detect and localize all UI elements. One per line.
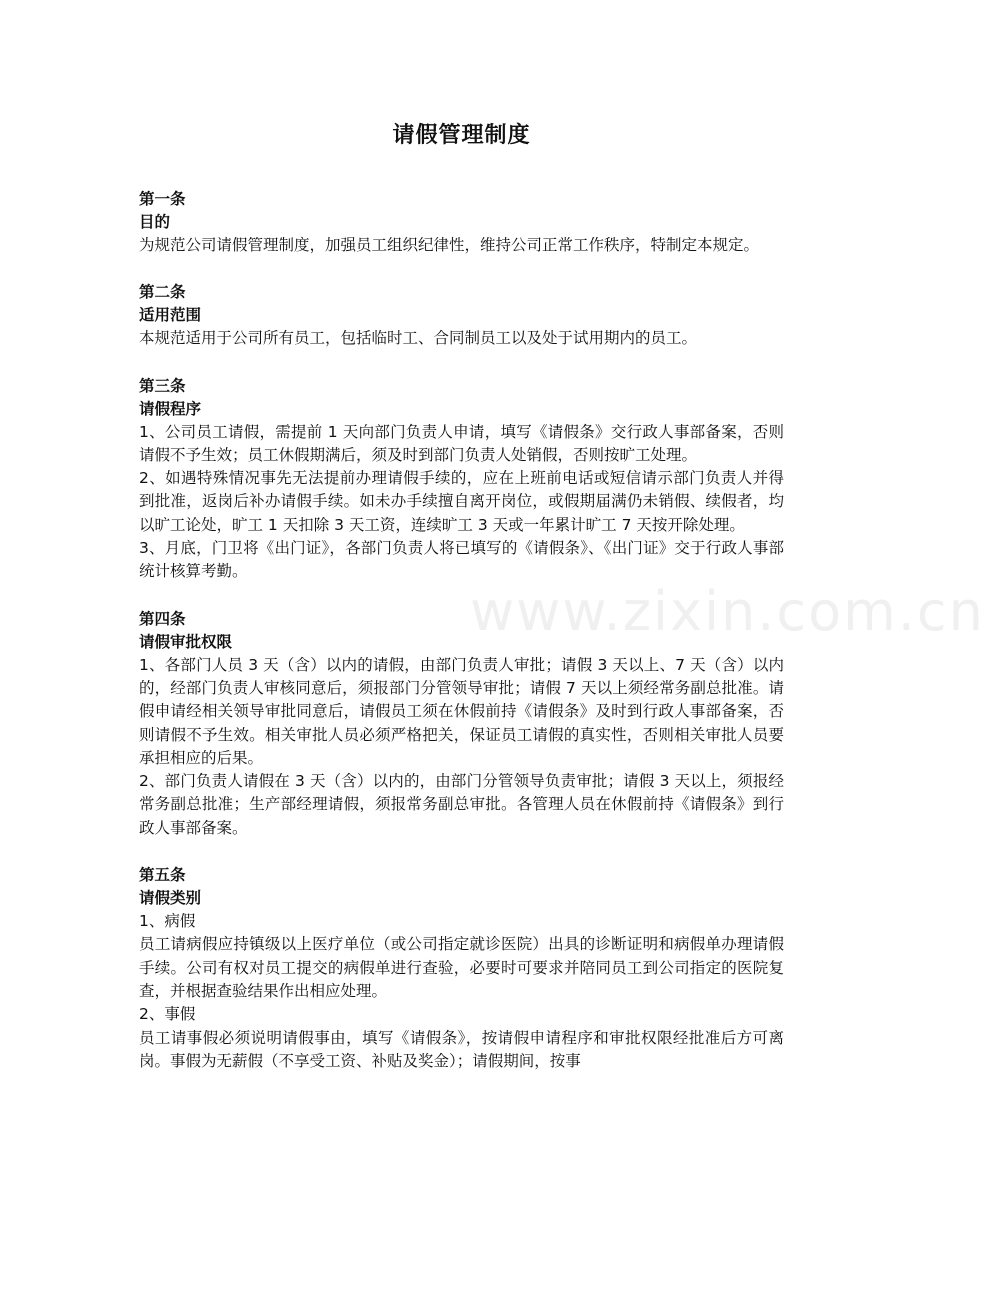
article-1 [139,188,784,257]
article-paragraph: 3、月底，门卫将《出门证》，各部门负责人将已填写的《请假条》、《出门证》交于行政人事部统计核算考勤。 [139,539,784,581]
article-2 [139,281,784,350]
article-subheading: 2、事假 [139,1005,196,1024]
document-page [139,116,784,1097]
article-heading: 请假审批权限 [139,632,233,651]
article-paragraph: 本规范适用于公司所有员工，包括临时工、合同制员工以及处于试用期内的员工。 [139,329,698,348]
article-4 [139,608,784,840]
article-paragraph: 为规范公司请假管理制度，加强员工组织纪律性，维持公司正常工作秩序，特制定本规定。 [139,236,760,254]
article-number: 第五条 [139,866,186,885]
article-paragraph: 1、公司员工请假，需提前 1 天向部门负责人申请，填写《请假条》交行政人事部备案，否则请假不予生效；员工休假期满后，须及时到部门负责人处销假，否则按旷工处理。 [139,422,784,464]
watermark: www.zixin.com.cn [470,580,985,643]
article-number: 第一条 [139,190,186,208]
article-number: 第二条 [139,283,186,302]
article-paragraph: 2、如遇特殊情况事先无法提前办理请假手续的，应在上班前电话或短信请示部门负责人并得到批准，返岗后补办请假手续。如未办手续擅自离开岗位，或假期届满仍未销假、续假者，均以旷工论处，旷工 1 天扣除 3 天工资，连续旷工 3 天或一年累计旷工 7 天按开除处理。 [139,469,784,534]
article-paragraph: 员工请事假必须说明请假事由，填写《请假条》，按请假申请程序和审批权限经批准后方可离岗。事假为无薪假（不享受工资、补贴及奖金）；请假期间，按事 [139,1028,784,1070]
article-paragraph: 1、各部门人员 3 天（含）以内的请假，由部门负责人审批；请假 3 天以上、7 天（含）以内的，经部门负责人审核同意后，须报部门分管领导审批；请假 7 天以上须经常务副总批准。请假申请经相关领导审批同意后，请假员工须在休假前持《请假条》及时到行政人事部备案，否则请假不予生效。相关审批人员必须严格把关，保证员工请假的真实性，否则相关审批人员要承担相应的后果。 [139,655,784,767]
article-subheading: 1、病假 [139,912,196,931]
article-number: 第三条 [139,376,186,395]
article-paragraph: 2、部门负责人请假在 3 天（含）以内的，由部门分管领导负责审批；请假 3 天以上，须报经常务副总批准；生产部经理请假，须报常务副总审批。各管理人员在休假前持《请假条》到行政人事部备案。 [139,772,784,837]
document-title: 请假管理制度 [392,123,531,148]
article-5 [139,864,784,1073]
article-heading: 目的 [139,213,171,231]
article-paragraph: 员工请病假应持镇级以上医疗单位（或公司指定就诊医院）出具的诊断证明和病假单办理请假手续。公司有权对员工提交的病假单进行查验，必要时可要求并陪同员工到公司指定的医院复查，并根据查验结果作出相应处理。 [139,935,784,1000]
article-3 [139,375,784,584]
article-heading: 适用范围 [139,306,202,325]
article-heading: 请假类别 [139,889,202,908]
article-heading: 请假程序 [139,399,202,418]
article-number: 第四条 [139,609,186,628]
